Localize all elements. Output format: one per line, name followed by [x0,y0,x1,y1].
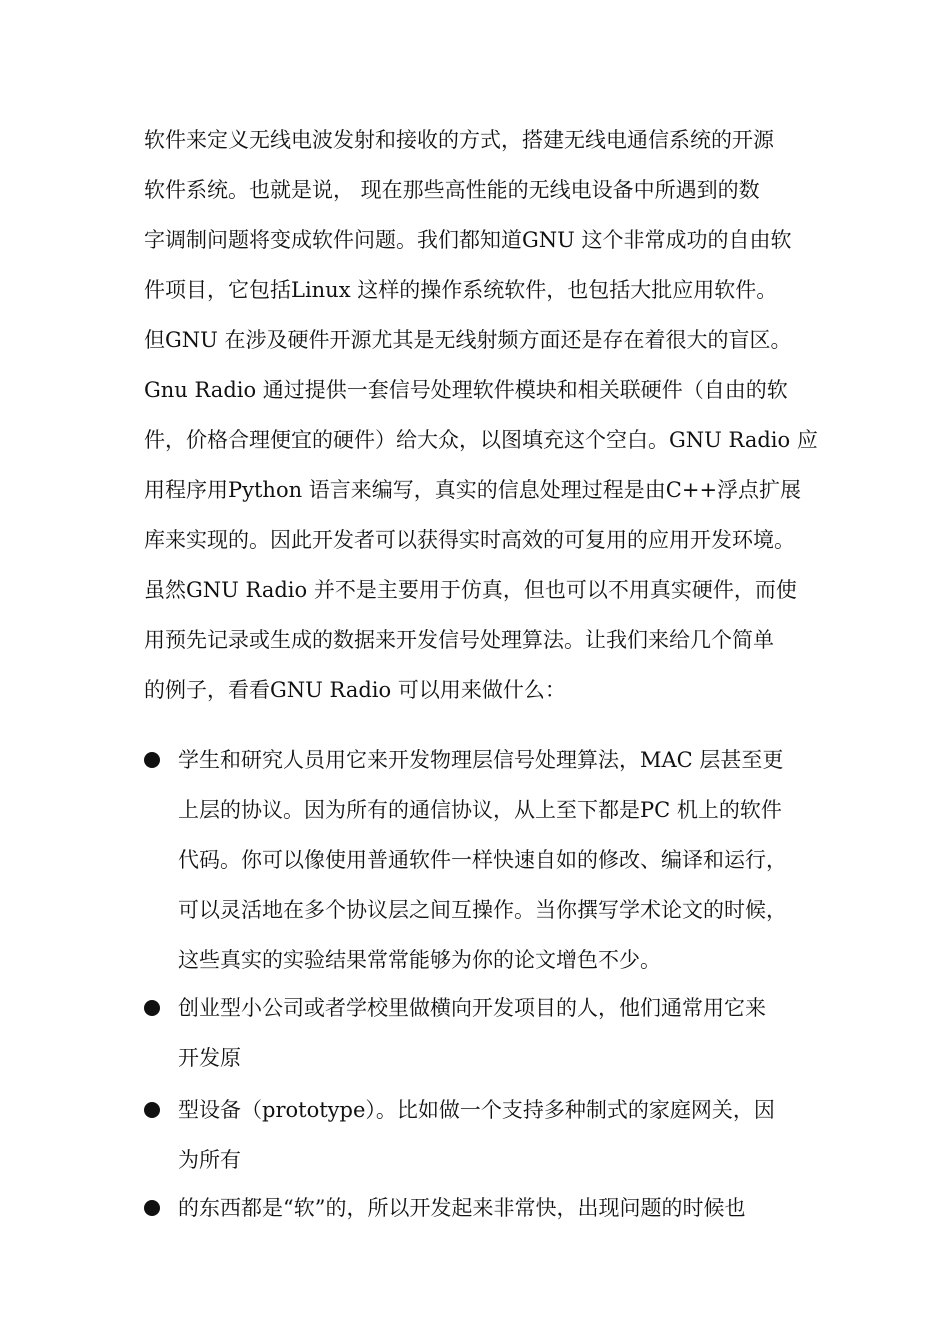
paragraph-line: 用预先记录或生成的数据来开发信号处理算法。让我们来给几个简单 [144,628,774,652]
paragraph-line: 字调制问题将变成软件问题。我们都知道GNU 这个非常成功的自由软 [144,228,792,252]
bullet-line: 上层的协议。因为所有的通信协议，从上至下都是PC 机上的软件 [178,798,782,822]
bullet-line: 的东西都是“软”的，所以开发起来非常快，出现问题的时候也 [178,1196,746,1220]
paragraph-line: 软件系统。也就是说， 现在那些高性能的无线电设备中所遇到的数 [144,178,760,202]
bullet-icon [144,1102,160,1118]
paragraph-line: 但GNU 在涉及硬件开源尤其是无线射频方面还是存在着很大的盲区。 [144,328,792,352]
paragraph-line: 件，价格合理便宜的硬件）给大众，以图填充这个空白。GNU Radio 应 [144,428,818,452]
paragraph-line: 软件来定义无线电波发射和接收的方式，搭建无线电通信系统的开源 [144,128,774,152]
paragraph-line: 的例子，看看GNU Radio 可以用来做什么： [144,678,566,702]
bullet-icon [144,1200,160,1216]
bullet-line: 代码。你可以像使用普通软件一样快速自如的修改、编译和运行， [178,848,787,872]
bullet-line: 创业型小公司或者学校里做横向开发项目的人，他们通常用它来 [178,996,766,1020]
bullet-line: 学生和研究人员用它来开发物理层信号处理算法，MAC 层甚至更 [178,748,784,772]
paragraph-line: 虽然GNU Radio 并不是主要用于仿真，但也可以不用真实硬件，而使 [144,578,797,602]
bullet-line: 这些真实的实验结果常常能够为你的论文增色不少。 [178,948,661,972]
paragraph-line: Gnu Radio 通过提供一套信号处理软件模块和相关联硬件（自由的软 [144,378,788,402]
bullet-line: 开发原 [178,1046,241,1070]
bullet-line: 型设备（prototype）。比如做一个支持多种制式的家庭网关，因 [178,1098,775,1122]
paragraph-line: 库来实现的。因此开发者可以获得实时高效的可复用的应用开发环境。 [144,528,795,552]
paragraph-line: 用程序用Python 语言来编写，真实的信息处理过程是由C++浮点扩展 [144,478,802,502]
bullet-line: 为所有 [178,1148,241,1172]
paragraph-line: 件项目，它包括Linux 这样的操作系统软件，也包括大批应用软件。 [144,278,778,302]
bullet-icon [144,752,160,768]
bullet-icon [144,1000,160,1016]
bullet-line: 可以灵活地在多个协议层之间互操作。当你撰写学术论文的时候， [178,898,787,922]
